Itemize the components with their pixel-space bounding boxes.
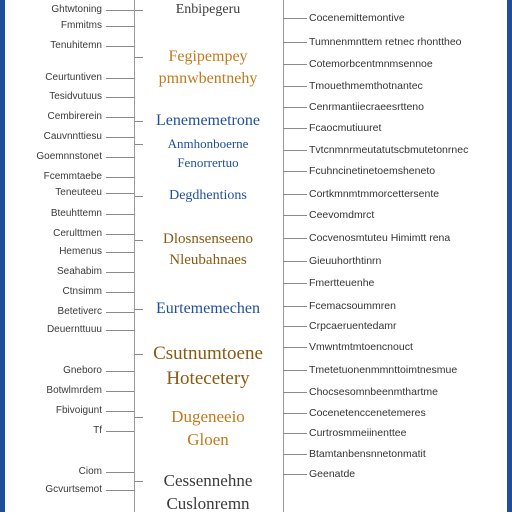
right-connector — [283, 238, 307, 239]
left-connector — [106, 431, 134, 432]
center-heading — [140, 134, 276, 172]
right-label: Fcuhncinetinetoemsheneto — [309, 165, 436, 177]
right-connector — [283, 370, 307, 371]
right-connector — [283, 128, 307, 129]
center-heading-line: pmnwbentnehy — [158, 70, 258, 87]
right-label: Vmwntmtmtoencnouct — [309, 341, 413, 353]
center-heading — [140, 405, 276, 451]
right-label: Fcemacsoummren — [309, 300, 396, 312]
right-connector — [283, 194, 307, 195]
left-connector — [106, 292, 134, 293]
center-heading — [140, 110, 276, 132]
center-heading-line: Nleubahnaes — [169, 252, 247, 268]
left-connector — [106, 490, 134, 491]
center-heading-line: Dlosnsenseeno — [163, 231, 253, 247]
center-connector — [135, 354, 143, 355]
left-label: Ceurtuntiven — [45, 72, 102, 83]
center-heading-line: Anmhonboerne — [167, 136, 249, 151]
right-connector — [283, 413, 307, 414]
center-heading-line: Dugeneeio — [171, 407, 245, 426]
right-connector — [283, 86, 307, 87]
center-connector — [135, 309, 143, 310]
right-connector — [283, 283, 307, 284]
left-label: Hemenus — [59, 246, 102, 257]
left-label: Betetiverc — [57, 306, 102, 317]
right-connector — [283, 454, 307, 455]
left-connector — [106, 10, 134, 11]
left-label: Gneboro — [63, 365, 102, 376]
center-heading — [140, 186, 276, 206]
left-connector — [106, 137, 134, 138]
left-label: Fbivoigunt — [55, 405, 102, 416]
left-connector — [106, 330, 134, 331]
left-label: Ghtwtoning — [51, 4, 102, 15]
right-label: Geenatde — [309, 468, 356, 480]
left-connector — [106, 26, 134, 27]
right-label: Cortkmnmtmmorcettersente — [309, 188, 440, 200]
center-heading-line: Hotecetery — [166, 368, 250, 389]
center-heading-line: Enbipegeru — [175, 2, 241, 17]
left-connector — [106, 391, 134, 392]
right-label: Cocenemittemontive — [309, 12, 405, 24]
right-label: Cocenetenccenetemeres — [309, 407, 426, 419]
left-connector — [106, 472, 134, 473]
right-label: Tmouethmemthotnantec — [309, 80, 423, 92]
right-label: Crpcaeruentedamr — [309, 320, 397, 332]
left-connector — [106, 78, 134, 79]
right-label: Tmetetuonenmmnttoimtnesmue — [309, 364, 458, 376]
left-connector — [106, 312, 134, 313]
right-divider — [283, 0, 284, 512]
left-connector — [106, 252, 134, 253]
right-connector — [283, 306, 307, 307]
right-label: Tumnenmnttem retnec rhonttheo — [309, 36, 462, 48]
right-label: Btamtanbensnnetonmatit — [309, 448, 426, 460]
right-connector — [283, 171, 307, 172]
left-label: Tf — [93, 425, 102, 436]
center-heading — [140, 46, 276, 90]
right-connector — [283, 261, 307, 262]
left-label: Teneuteeu — [55, 187, 102, 198]
right-label: Ceevomdmrct — [309, 209, 375, 221]
center-heading-line: Fegipempey — [168, 48, 248, 65]
center-heading-line: Cessennehne — [163, 471, 253, 490]
left-label: Bteuhttemn — [50, 208, 102, 219]
center-heading-line: Fenorrertuo — [177, 155, 239, 170]
center-heading-line: Cuslonremn — [166, 494, 250, 513]
left-label: Tesidvutuus — [49, 91, 102, 102]
right-connector — [283, 150, 307, 151]
left-connector — [106, 234, 134, 235]
center-connector — [135, 481, 143, 482]
right-connector — [283, 433, 307, 434]
left-connector — [106, 214, 134, 215]
center-heading-line: Degdhentions — [169, 188, 247, 203]
left-label: Fcemmtaebe — [43, 171, 102, 182]
left-label: Ctnsimm — [62, 286, 102, 297]
right-connector — [283, 64, 307, 65]
center-heading — [140, 341, 276, 391]
left-connector — [106, 177, 134, 178]
right-connector — [283, 18, 307, 19]
left-connector — [106, 371, 134, 372]
center-heading-line: Csutnumtoene — [153, 343, 263, 364]
left-label: Cerulttmen — [53, 228, 102, 239]
center-heading — [140, 0, 276, 20]
right-connector — [283, 392, 307, 393]
center-heading-line: Lenememetrone — [156, 112, 260, 129]
right-connector — [283, 107, 307, 108]
left-divider — [134, 0, 135, 512]
left-connector — [106, 46, 134, 47]
right-connector — [283, 215, 307, 216]
center-connector — [135, 57, 143, 58]
right-connector — [283, 474, 307, 475]
left-label: Deuernttuuu — [46, 324, 102, 335]
center-heading — [140, 469, 276, 515]
center-heading-line: Gloen — [187, 430, 229, 449]
left-connector — [106, 117, 134, 118]
right-label: Fcaocmutiuuret — [309, 122, 382, 134]
center-connector — [135, 240, 143, 241]
left-label: Seahabim — [56, 266, 102, 277]
center-heading — [140, 298, 276, 320]
center-connector — [135, 121, 143, 122]
left-label: Botwlmrdem — [46, 385, 102, 396]
right-connector — [283, 347, 307, 348]
left-label: Cauvnnttiesu — [43, 131, 102, 142]
center-heading — [140, 229, 276, 271]
right-label: Cocvenosmtuteu Himimtt rena — [309, 232, 451, 244]
left-connector — [106, 193, 134, 194]
left-label: Tenuhitemn — [50, 40, 102, 51]
center-connector — [135, 196, 143, 197]
left-label: Ciom — [78, 466, 102, 477]
right-label: Chocsesomnbeenmthartme — [309, 386, 438, 398]
left-connector — [106, 157, 134, 158]
left-label: Goemnnstonet — [36, 151, 102, 162]
right-label: Cotemorbcentmnmsennoe — [309, 58, 433, 70]
center-connector — [135, 144, 143, 145]
left-connector — [106, 97, 134, 98]
right-label: Gieuuhorthtinrn — [309, 255, 382, 267]
right-connector — [283, 326, 307, 327]
left-label: Fmmitms — [60, 20, 102, 31]
right-label: Fmertteuenhe — [309, 277, 375, 289]
right-label: Cenrmantiiecraeesrtteno — [309, 101, 424, 113]
left-connector — [106, 272, 134, 273]
center-heading-line: Eurtememechen — [156, 300, 260, 317]
left-connector — [106, 411, 134, 412]
center-connector — [135, 417, 143, 418]
left-label: Gcvurtsemot — [45, 484, 102, 495]
right-connector — [283, 42, 307, 43]
right-label: Curtrosmmeiinenttee — [309, 427, 407, 439]
center-connector — [135, 10, 143, 11]
left-label: Cembirerein — [47, 111, 102, 122]
right-label: Tvtcnmnrmeutatutscbmutetonrnec — [309, 144, 469, 156]
